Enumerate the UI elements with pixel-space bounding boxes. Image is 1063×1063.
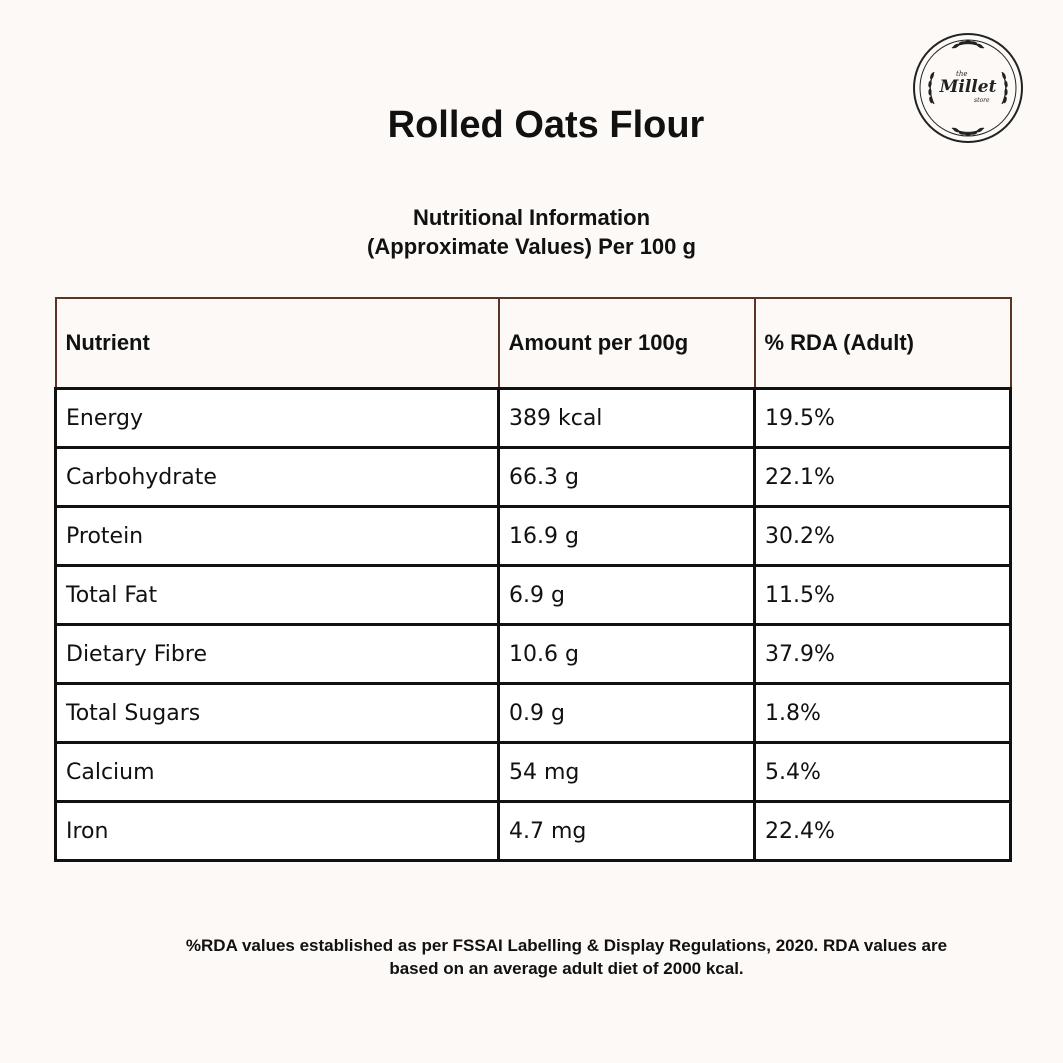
column-header-amount: Amount per 100g [499, 298, 755, 389]
nutrition-subtitle [0, 203, 1063, 261]
amount-cell: 389 kcal [499, 389, 755, 448]
nutrient-cell: Protein [56, 507, 499, 566]
amount-cell: 4.7 mg [499, 802, 755, 861]
rda-footnote [40, 934, 1063, 980]
page-title: Rolled Oats Flour [387, 104, 705, 146]
rda-cell: 11.5% [755, 566, 1011, 625]
nutrient-cell: Calcium [56, 743, 499, 802]
nutrient-cell: Dietary Fibre [56, 625, 499, 684]
rda-cell: 19.5% [755, 389, 1011, 448]
table-row [56, 566, 1011, 625]
subtitle-line-2: (Approximate Values) Per 100 g [367, 234, 696, 259]
nutrient-cell: Carbohydrate [56, 448, 499, 507]
amount-cell: 10.6 g [499, 625, 755, 684]
amount-cell: 0.9 g [499, 684, 755, 743]
table-row [56, 743, 1011, 802]
table-row [56, 389, 1011, 448]
amount-cell: 66.3 g [499, 448, 755, 507]
logo-text-millet: Millet [939, 77, 997, 97]
rda-cell: 37.9% [755, 625, 1011, 684]
footnote-line-2: based on an average adult diet of 2000 kcal. [389, 959, 744, 978]
rda-cell: 22.4% [755, 802, 1011, 861]
logo-text-the: the [956, 70, 968, 78]
nutrition-table [54, 297, 1012, 862]
table-row [56, 684, 1011, 743]
nutrient-cell: Iron [56, 802, 499, 861]
rda-cell: 1.8% [755, 684, 1011, 743]
table-row [56, 507, 1011, 566]
amount-cell: 6.9 g [499, 566, 755, 625]
amount-cell: 54 mg [499, 743, 755, 802]
column-header-nutrient: Nutrient [56, 298, 499, 389]
rda-cell: 5.4% [755, 743, 1011, 802]
subtitle-line-1: Nutritional Information [412, 205, 651, 230]
nutrient-cell: Total Fat [56, 566, 499, 625]
footnote-line-1: %RDA values established as per FSSAI Labelling & Display Regulations, 2020. RDA values are [185, 936, 948, 955]
nutrient-cell: Energy [56, 389, 499, 448]
table-row [56, 802, 1011, 861]
table-row [56, 625, 1011, 684]
rda-cell: 30.2% [755, 507, 1011, 566]
column-header-rda: % RDA (Adult) [755, 298, 1011, 389]
logo-text-store: store [974, 97, 990, 104]
amount-cell: 16.9 g [499, 507, 755, 566]
table-row [56, 448, 1011, 507]
nutrient-cell: Total Sugars [56, 684, 499, 743]
rda-cell: 22.1% [755, 448, 1011, 507]
table-header-row [56, 298, 1011, 389]
